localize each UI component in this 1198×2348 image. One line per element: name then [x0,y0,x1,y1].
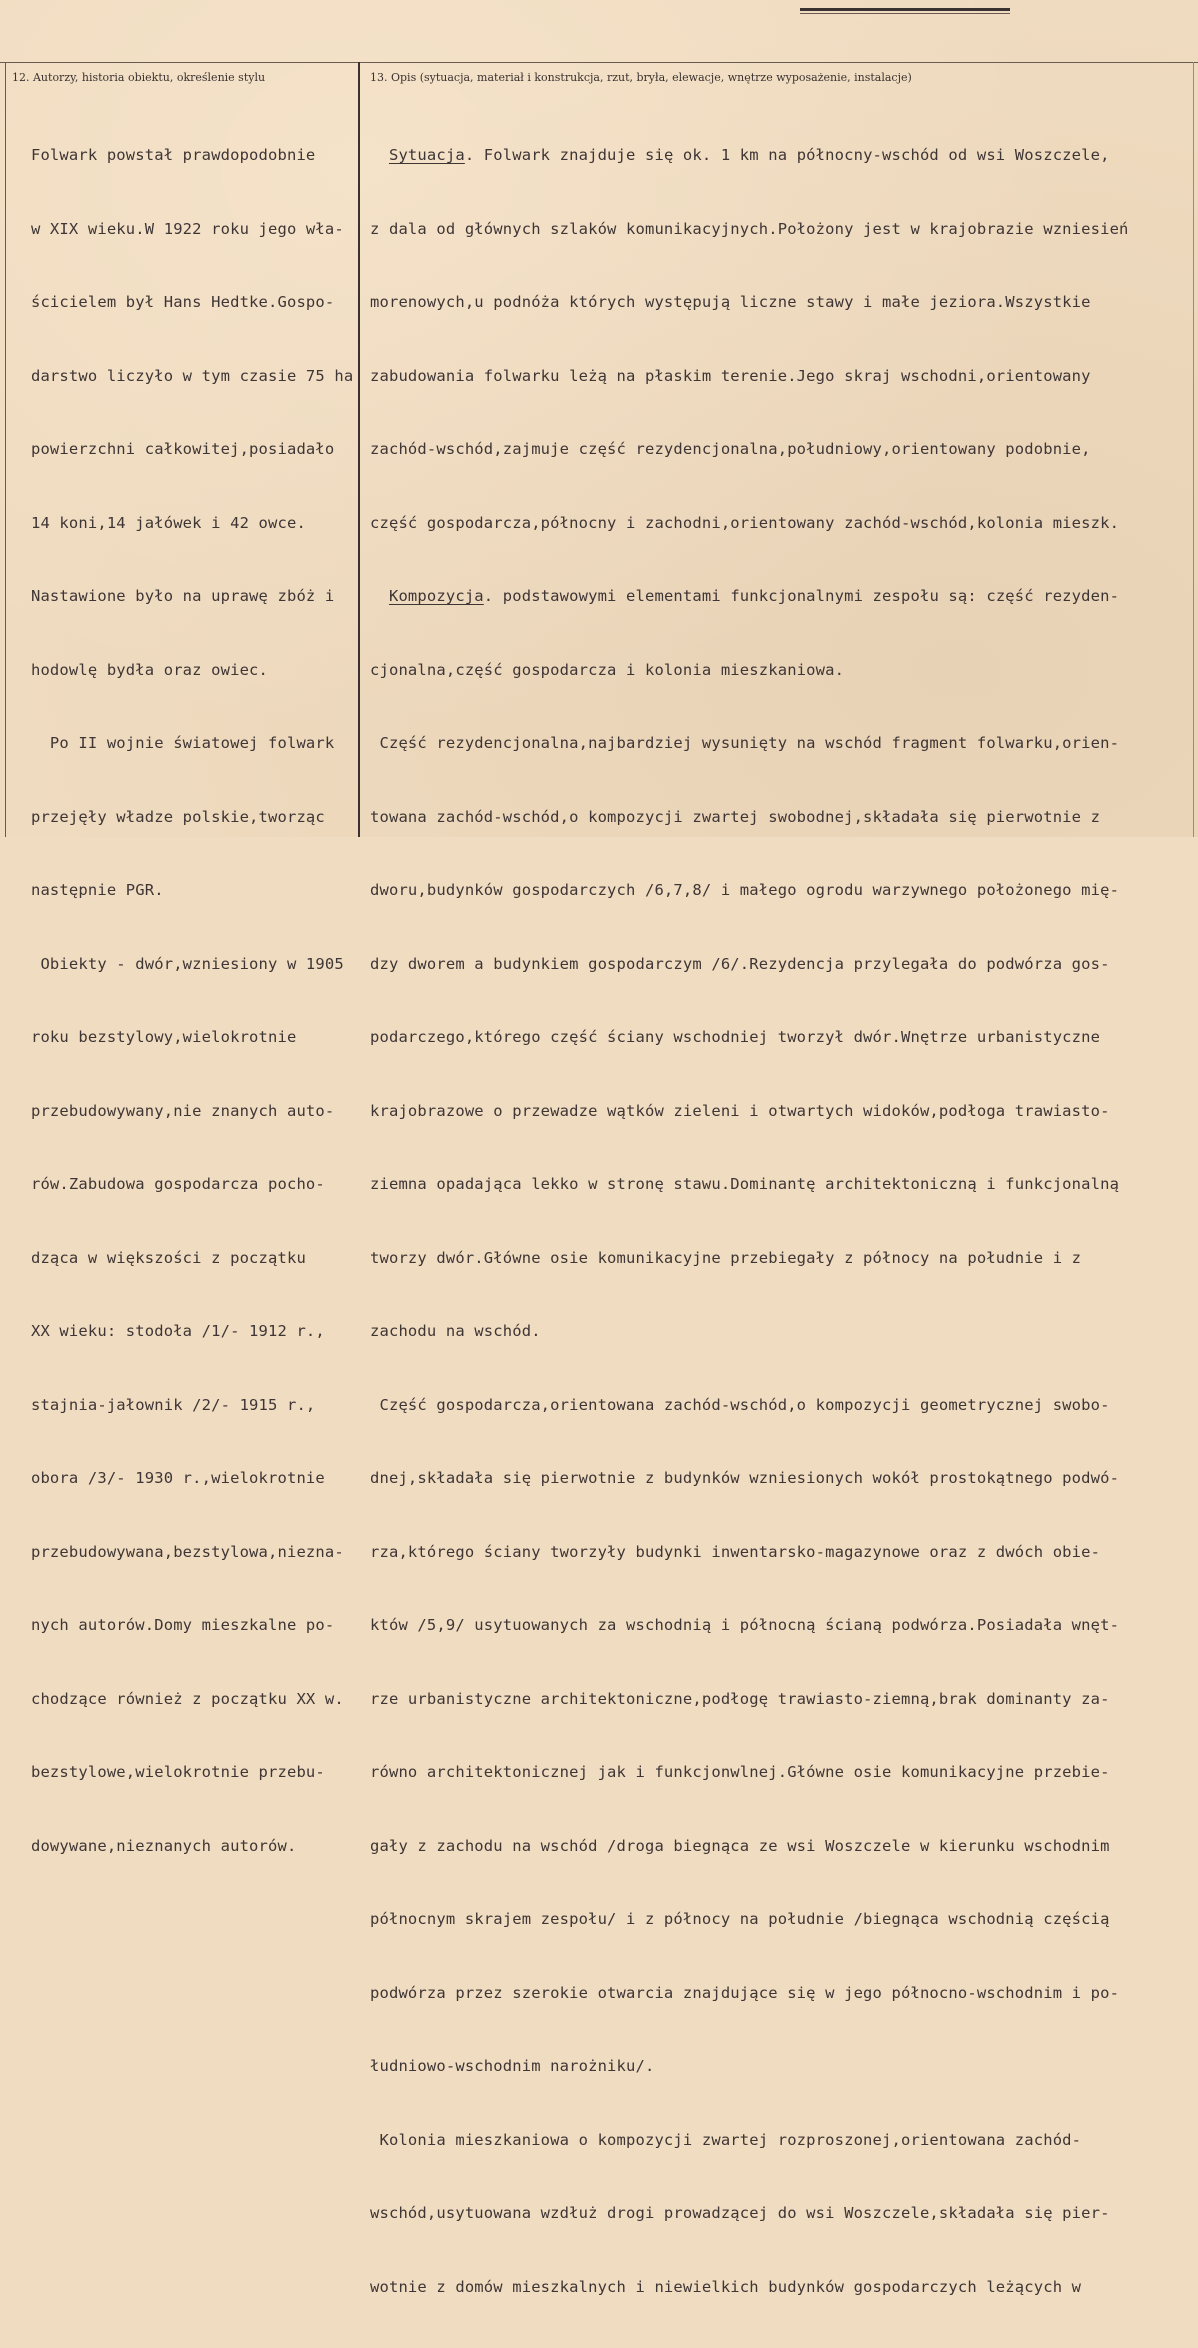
text-line: obora /3/- 1930 r.,wielokrotnie [12,1469,325,1487]
description-text [370,94,1129,2348]
section-title-composition: Kompozycja [388,587,484,605]
text-line: wschód,usytuowana wzdłuż drogi prowadzącej do wsi Woszczele,składała się pier- [370,2204,1110,2222]
text-line: ścicielem był Hans Hedtke.Gospo- [12,293,335,311]
right-column-heading: 13. Opis (sytuacja, materiał i konstrukcja, rzut, bryła, elewacje, wnętrze wyposażenie, instalacje) [370,71,912,84]
text-line: następnie PGR. [12,881,164,899]
text-line: Część rezydencjonalna,najbardziej wysunięty na wschód fragment folwarku,orien- [370,734,1120,752]
text-line: krajobrazowe o przewadze wątków zieleni i otwartych widoków,podłoga trawiasto- [370,1101,1110,1120]
text-line: . podstawowymi elementami funkcjonalnymi zespołu są: część rezyden- [483,587,1120,605]
text-line: przejęły władze polskie,tworząc [12,807,325,826]
text-line: podwórza przez szerokie otwarcia znajdujące się w jego północno-wschodnim i po- [370,1983,1120,2002]
text-line: wotnie z domów mieszkalnych i niewielkich budynków gospodarczych leżących w [370,2277,1082,2296]
text-line: chodzące również z początku XX w. [12,1689,344,1708]
text-line: nych autorów.Domy mieszkalne po- [12,1616,335,1634]
text-line: gały z zachodu na wschód /droga biegnąca ze wsi Woszczele w kierunku wschodnim [370,1836,1110,1855]
text-line: podarczego,którego część ściany wschodniej tworzył dwór.Wnętrze urbanistyczne [370,1028,1101,1046]
text-line: Po II wojnie światowej folwark [12,734,335,752]
text-line: zachodu na wschód. [370,1322,541,1340]
text-line: przebudowywana,bezstylowa,niezna- [12,1542,344,1561]
text-line: dowywane,nieznanych autorów. [12,1836,297,1855]
history-text [12,94,353,1907]
section-title-situation: Sytuacja [388,146,465,164]
text-line: rów.Zabudowa gospodarcza pocho- [12,1175,325,1193]
text-line: Folwark powstał prawdopodobnie [12,146,316,164]
text-line: w XIX wieku.W 1922 roku jego wła- [12,219,344,238]
left-column-heading: 12. Autorzy, historia obiektu, określenie stylu [12,71,266,84]
text-line: darstwo liczyło w tym czasie 75 ha [12,366,354,385]
text-line: hodowlę bydła oraz owiec. [12,660,269,679]
text-line: równo architektonicznej jak i funkcjonwlnej.Główne osie komunikacyjne przebie- [370,1763,1110,1781]
text-line: dząca w większości z początku [12,1248,306,1267]
text-line: część gospodarcza,północny i zachodni,orientowany zachód-wschód,kolonia mieszk. [370,513,1120,532]
header-rule [0,62,1198,63]
text-line: morenowych,u podnóża których występują liczne stawy i małe jeziora.Wszystkie [370,293,1091,311]
section-situation-line [370,143,1129,168]
text-line: bezstylowe,wielokrotnie przebu- [12,1763,325,1781]
text-line: dworu,budynków gospodarczych /6,7,8/ i małego ogrodu warzywnego położonego mię- [370,881,1120,899]
text-line: łudniowo-wschodnim narożniku/. [370,2057,655,2075]
text-line: tworzy dwór.Główne osie komunikacyjne przebiegały z północy na południe i z [370,1248,1082,1267]
text-line: cjonalna,część gospodarcza i kolonia mieszkaniowa. [370,660,845,679]
text-line: XX wieku: stodoła /1/- 1912 r., [12,1322,325,1340]
text-line: powierzchni całkowitej,posiadało [12,440,335,458]
text-line: stajnia-jałownik /2/- 1915 r., [12,1395,316,1414]
text-line: zabudowania folwarku leżą na płaskim terenie.Jego skraj wschodni,orientowany [370,366,1091,385]
text-line: Obiekty - dwór,wzniesiony w 1905 [12,954,344,973]
text-line: przebudowywany,nie znanych auto- [12,1101,335,1120]
text-line: zachód-wschód,zajmuje część rezydencjonalna,południowy,orientowany podobnie, [370,440,1091,458]
text-line: roku bezstylowy,wielokrotnie [12,1028,297,1046]
text-line: . Folwark znajduje się ok. 1 km na północny-wschód od wsi Woszczele, [464,146,1110,164]
text-line: rza,którego ściany tworzyły budynki inwentarsko-magazynowe oraz z dwóch obie- [370,1542,1101,1561]
text-line: Nastawione było na uprawę zbóż i [12,587,335,605]
right-border [1193,62,1194,837]
text-line: Kolonia mieszkaniowa o kompozycji zwartej rozproszonej,orientowana zachód- [370,2130,1082,2149]
text-line: północnym skrajem zespołu/ i z północy na południe /biegnąca wschodnią częścią [370,1910,1110,1928]
top-edge-mark [800,8,1010,11]
text-line: ziemna opadająca lekko w stronę stawu.Dominantę architektoniczną i funkcjonalną [370,1175,1120,1193]
text-line: towana zachód-wschód,o kompozycji zwartej swobodnej,składała się pierwotnie z [370,807,1101,826]
text-line: Część gospodarcza,orientowana zachód-wschód,o kompozycji geometrycznej swobo- [370,1395,1110,1414]
section-composition-line [370,584,1129,609]
text-line: 14 koni,14 jałówek i 42 owce. [12,513,306,532]
text-line: dzy dworem a budynkiem gospodarczym /6/.Rezydencja przylegała do podwórza gos- [370,954,1110,973]
text-line: z dala od głównych szlaków komunikacyjnych.Położony jest w krajobrazie wzniesień [370,219,1129,238]
text-line: rze urbanistyczne architektoniczne,podłogę trawiasto-ziemną,brak dominanty za- [370,1689,1110,1708]
left-border [5,62,6,837]
text-line: któw /5,9/ usytuowanych za wschodnią i północną ścianą podwórza.Posiadała wnęt- [370,1616,1120,1634]
text-line: dnej,składała się pierwotnie z budynków wzniesionych wokół prostokątnego podwó- [370,1469,1120,1487]
column-divider [358,62,360,837]
